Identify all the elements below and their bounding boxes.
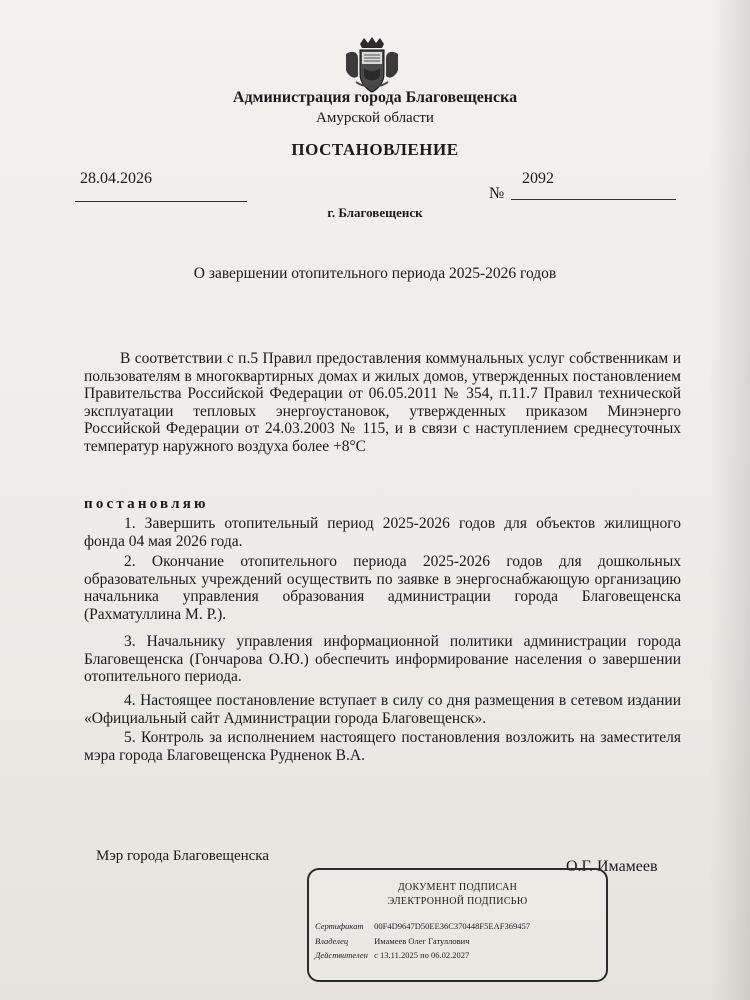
validity-row: [315, 950, 469, 960]
document-number: 2092: [522, 170, 554, 187]
decree-item: 5. Контроль за исполнением настоящего постановления возложить на заместителя мэра города Благовещенска Рудненок В.А.: [84, 729, 681, 764]
number-sign: №: [489, 185, 505, 202]
owner-label: Владелец: [315, 936, 349, 946]
owner-value: Имамеев Олег Гатуллович: [374, 936, 470, 946]
electronic-signature-stamp: [307, 868, 608, 982]
stamp-title-line-2: ЭЛЕКТРОННОЙ ПОДПИСЬЮ: [387, 896, 528, 907]
document-date: 28.04.2026: [80, 170, 152, 187]
organization-title: Администрация города Благовещенска: [232, 89, 518, 106]
decree-item: 4. Настоящее постановление вступает в силу со дня размещения в сетевом издании «Официальный сайт Администрации города Благовещенск».: [84, 692, 681, 727]
validity-value: с 13.11.2025 по 06.02.2027: [374, 950, 470, 960]
certificate-label: Сертификат: [315, 921, 364, 931]
date-underline: [75, 201, 247, 202]
city-name: г. Благовещенск: [327, 205, 423, 220]
decree-item: 1. Завершить отопительный период 2025-2026 годов для объектов жилищного фонда 04 мая 2026 года.: [84, 515, 681, 550]
coat-of-arms-icon: [342, 36, 402, 96]
number-underline: [511, 199, 676, 200]
stamp-title-line-1: ДОКУМЕНТ ПОДПИСАН: [397, 882, 518, 893]
mayor-title: Мэр города Благовещенска: [96, 848, 270, 864]
decree-item: 2. Окончание отопительного периода 2025-2026 годов для дошкольных образовательных учреждений осуществить по заявке в энергоснабжающую организацию начальника управления образования администрации города Благовещенска (Рахматуллина М. Р.).: [84, 553, 681, 623]
owner-row: [315, 936, 470, 946]
validity-label: Действителен: [315, 950, 368, 960]
region-name: Амурской области: [316, 110, 434, 126]
certificate-row: [315, 921, 530, 931]
decree-item: 3. Начальнику управления информационной политики администрации города Благовещенска (Гончарова О.Ю.) обеспечить информирование населения о завершении отопительного периода.: [84, 633, 681, 685]
document-type: ПОСТАНОВЛЕНИЕ: [291, 140, 459, 159]
mayor-name: О.Г. Имамеев: [566, 858, 658, 875]
document-subject: О завершении отопительного периода 2025-2026 годов: [193, 265, 557, 282]
preamble-paragraph: В соответствии с п.5 Правил предоставления коммунальных услуг собственникам и пользователям в многоквартирных домах и жилых домов, утвержденных постановлением Правительства Российской Федерации от 06.05.2011 № 354, п.11.7 Правил технической эксплуатации тепловых энергоустановок, утвержденных приказом Минэнерго Российской Федерации от 24.03.2003 № 115, и в связи с наступлением среднесуточных температур наружного воздуха более +8°С: [84, 350, 681, 455]
certificate-value: 00F4D9647D50EE36C370448F5EAF369457: [374, 921, 530, 931]
decree-word: постановляю: [84, 496, 209, 512]
